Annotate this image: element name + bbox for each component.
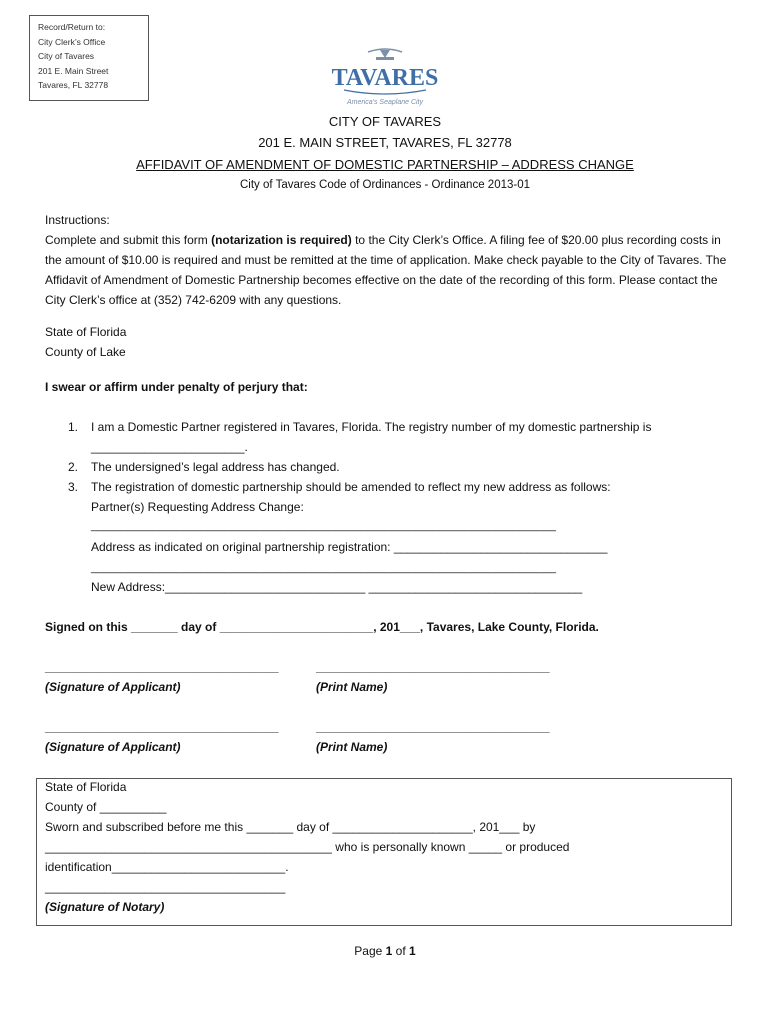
item-number: 1. [67,420,78,434]
return-line: Tavares, FL 32778 [38,80,109,90]
item-1-text: I am a Domestic Partner registered in Tavares, Florida. The registry number of my domestic partnership is [91,420,652,434]
seaplane-icon [330,46,440,108]
notary-identification-field[interactable]: identification__________________________. [45,860,289,874]
notary-signature-line[interactable]: ____________________________________ [45,880,286,894]
form-title: AFFIDAVIT OF AMENDMENT OF DOMESTIC PARTNERSHIP – ADDRESS CHANGE [136,157,634,172]
applicant-signature-label: (Signature of Applicant) [45,740,181,754]
page-total: 1 [409,944,416,958]
applicant-signature-line[interactable]: ___________________________________ [45,720,279,734]
item-number: 3. [67,480,78,494]
instructions-heading: Instructions: [45,213,110,227]
page-current: 1 [385,944,393,958]
address-continuation-field[interactable]: ____________________________________________________________________________ [91,562,556,574]
instructions-text [45,230,735,310]
tavares-logo [330,46,440,108]
notary-county-field[interactable]: County of __________ [45,800,167,814]
venue-state: State of Florida [45,325,127,339]
logo-tagline: America's Seaplane City [346,99,424,106]
print-name-line[interactable]: ___________________________________ [316,720,550,734]
address-heading: 201 E. MAIN STREET, TAVARES, FL 32778 [258,135,512,150]
return-line: 201 E. Main Street [38,65,109,76]
notary-signature-label: (Signature of Notary) [45,900,165,914]
print-name-label: (Print Name) [316,680,388,694]
instructions-post: to the City Clerk’s Office. A filing fee of $20.00 plus recording costs in the amount of $10.00 is required and must be remitted at the time of application. Make check payable to the City of Tavares. The Affidavit of Amendment of Domestic Partnership becomes effective on the date of the recording of this form. Please contact the City Clerk’s office at (352) 742-6209 with any questions. [45,233,727,307]
print-name-label: (Print Name) [316,740,388,754]
instructions-notarization: (notarization is required) [211,233,352,247]
return-line: City of Tavares [38,51,95,61]
return-line: Record/Return to: [38,22,106,32]
notary-who-line[interactable]: ___________________________________________ who is personally known _____ or produced [45,840,570,854]
item-2-text: The undersigned’s legal address has changed. [91,460,340,474]
notary-sworn-line[interactable]: Sworn and subscribed before me this _______ day of _____________________, 201___ by [45,820,536,834]
logo-text: TAVARES [331,65,439,91]
partners-label: Partner(s) Requesting Address Change: [91,500,304,514]
applicant-signature-label: (Signature of Applicant) [45,680,181,694]
print-name-line[interactable]: ___________________________________ [316,660,550,674]
item-3-text: The registration of domestic partnership should be amended to reflect my new address as follows: [91,480,611,494]
page-number [0,944,770,958]
venue-county: County of Lake [45,345,126,359]
instructions-pre: Complete and submit this form [45,233,212,247]
registry-number-field[interactable]: _______________________. [91,440,248,454]
city-heading: CITY OF TAVARES [328,114,442,129]
swear-statement: I swear or affirm under penalty of perjury that: [45,380,308,394]
new-address-field[interactable]: New Address:______________________________ ________________________________ [91,580,583,594]
item-number: 2. [67,460,78,474]
record-return-box [29,15,149,101]
original-address-field[interactable]: Address as indicated on original partnership registration: ________________________________ [91,540,608,554]
partner-name-field[interactable]: ____________________________________________________________________________ [91,520,556,532]
page-label: Page [354,944,386,958]
signed-on-line[interactable]: Signed on this _______ day of _______________________, 201___, Tavares, Lake County, Florida. [45,620,599,634]
page-of: of [392,944,410,958]
applicant-signature-line[interactable]: ___________________________________ [45,660,279,674]
return-line: City Clerk’s Office [38,36,106,47]
notary-state: State of Florida [45,780,127,794]
form-subtitle: City of Tavares Code of Ordinances - Ordinance 2013-01 [240,179,530,191]
